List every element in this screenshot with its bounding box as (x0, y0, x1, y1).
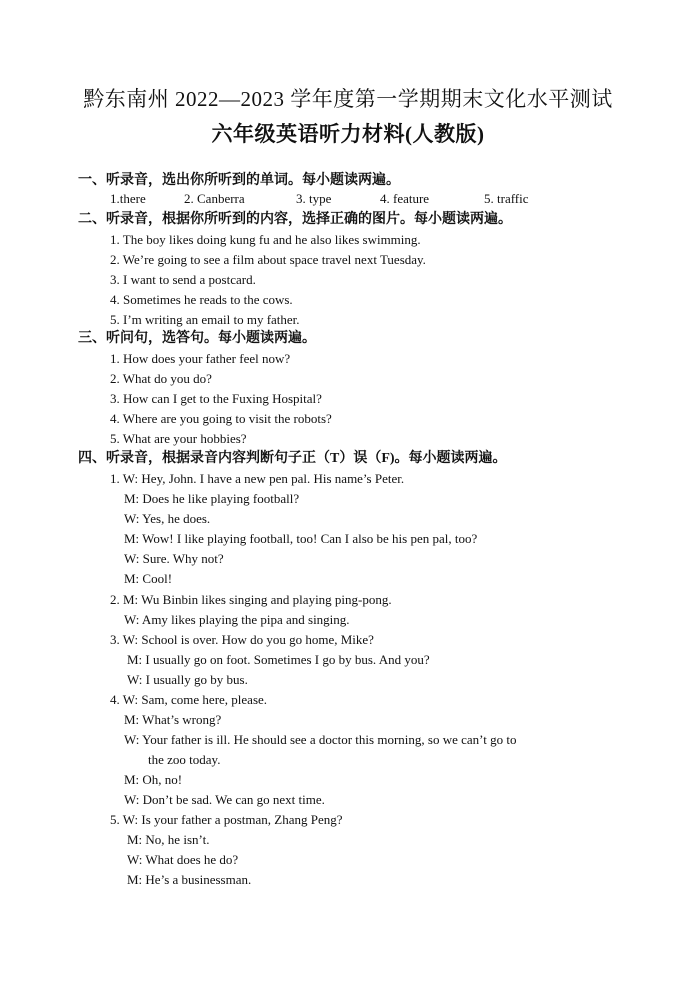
section-3-item: 4. Where are you going to visit the robots? (110, 411, 332, 426)
section-2-item: 4. Sometimes he reads to the cows. (110, 292, 293, 307)
dialogue-line: M: Cool! (124, 571, 173, 586)
dialogue-line: M: Oh, no! (124, 772, 183, 787)
section-1-word-list (110, 191, 570, 209)
document-subtitle: 六年级英语听力材料(人教版) (211, 122, 485, 146)
word-option: 3. type (296, 191, 332, 206)
section-2-item: 3. I want to send a postcard. (110, 272, 256, 287)
section-3-heading: 三、听问句，选答句。每小题读两遍。 (78, 331, 316, 346)
word-option: 2. Canberra (184, 191, 245, 206)
word-option: 1.there (110, 191, 146, 206)
dialogue-line: M: Does he like playing football? (124, 491, 300, 506)
section-3-item: 3. How can I get to the Fuxing Hospital? (110, 391, 322, 406)
dialogue-line: M: Wow! I like playing football, too! Can I also be his pen pal, too? (124, 531, 478, 546)
dialogue-line: M: I usually go on foot. Sometimes I go by bus. And you? (127, 652, 430, 667)
dialogue-line: W: Your father is ill. He should see a doctor this morning, so we can’t go to (124, 732, 517, 747)
section-3-item: 2. What do you do? (110, 371, 212, 386)
section-2-heading: 二、听录音，根据你所听到的内容，选择正确的图片。每小题读两遍。 (78, 212, 512, 227)
dialogue-line: 5. W: Is your father a postman, Zhang Peng? (110, 812, 343, 827)
dialogue-line: 4. W: Sam, come here, please. (110, 692, 268, 707)
dialogue-line: W: I usually go by bus. (127, 672, 248, 687)
dialogue-line: M: No, he isn’t. (127, 832, 210, 847)
dialogue-line: M: What’s wrong? (124, 712, 222, 727)
word-option: 4. feature (380, 191, 430, 206)
section-3-item: 5. What are your hobbies? (110, 431, 247, 446)
dialogue-line: the zoo today. (148, 752, 221, 767)
dialogue-line: 2. M: Wu Binbin likes singing and playing ping-pong. (110, 592, 392, 607)
section-2-item: 1. The boy likes doing kung fu and he also likes swimming. (110, 232, 421, 247)
dialogue-line: W: Don’t be sad. We can go next time. (124, 792, 325, 807)
dialogue-line: W: What does he do? (127, 852, 239, 867)
dialogue-line: M: He’s a businessman. (127, 872, 252, 887)
dialogue-line: 3. W: School is over. How do you go home, Mike? (110, 632, 374, 647)
dialogue-line: W: Sure. Why not? (124, 551, 224, 566)
document-title: 黔东南州 2022—2023 学年度第一学期期末文化水平测试 (83, 87, 613, 111)
dialogue-line: W: Yes, he does. (124, 511, 211, 526)
section-3-item: 1. How does your father feel now? (110, 351, 291, 366)
word-option: 5. traffic (484, 191, 529, 206)
dialogue-line: 1. W: Hey, John. I have a new pen pal. His name’s Peter. (110, 471, 405, 486)
section-2-item: 5. I’m writing an email to my father. (110, 312, 300, 327)
section-2-item: 2. We’re going to see a film about space travel next Tuesday. (110, 252, 426, 267)
dialogue-line: W: Amy likes playing the pipa and singing. (124, 612, 350, 627)
section-4-heading: 四、听录音，根据录音内容判断句子正（T）误（F)。每小题读两遍。 (78, 451, 507, 466)
section-1-heading: 一、听录音，选出你所听到的单词。每小题读两遍。 (78, 173, 400, 188)
